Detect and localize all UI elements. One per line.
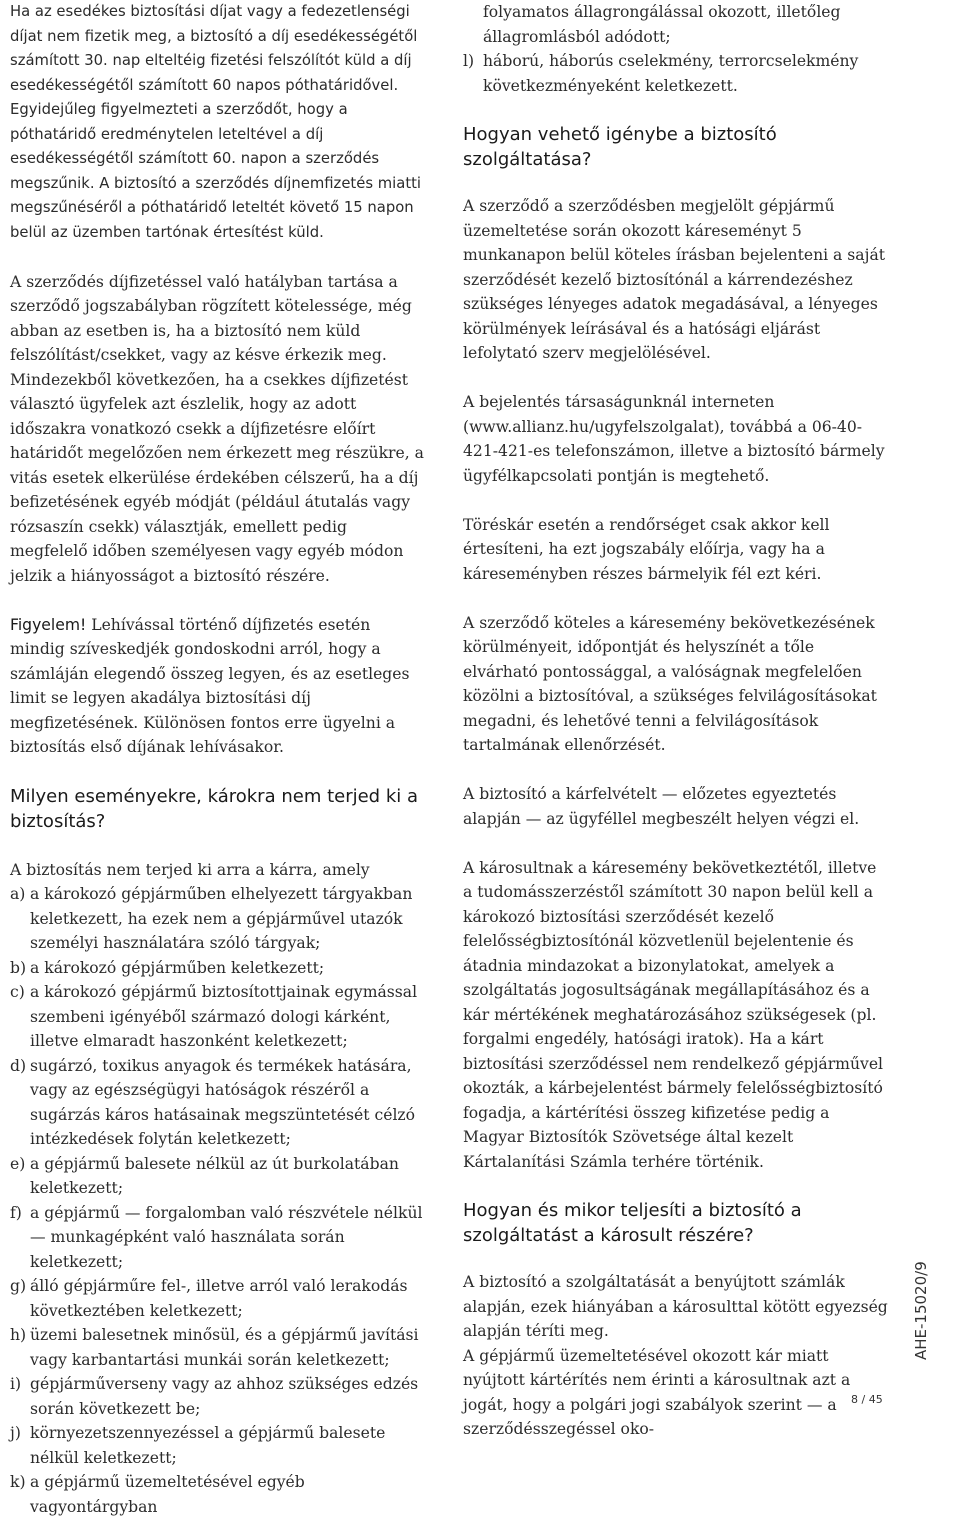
list-item-text: háború, háborús cselekmény, terrorcselekmény következményeként keletkezett.	[483, 52, 859, 95]
list-item	[10, 1152, 424, 1201]
list-item-text: álló gépjárműre fel-, illetve arról való lerakodás következtében keletkezett;	[30, 1277, 408, 1320]
list-item	[10, 1054, 424, 1152]
attention-text: Lehívással történő díjfizetés esetén mindig szíveskedjék gondoskodni arról, hogy a számláján elegendő összeg legyen, és az esetleges limit se legyen akadálya biztosítási díj megfizetésének. Különösen fontos erre ügyelni a biztosítás első díjának lehívásakor.	[10, 615, 410, 756]
exclusion-list	[10, 882, 424, 1519]
paragraph-claim-report: A szerződő a szerződésben megjelölt gépjármű üzemeltetése során okozott káreseményt 5 munkanapon belül köteles írásban bejelenteni a saját szerződését kezelő biztosítónál a kárrendezéshez szükséges lényeges adatok megadásával, a lényeges körülmények leírásával és a hatósági eljárást lefolytató szerv megjelölésével.	[463, 197, 886, 362]
list-item-text: üzemi balesetnek minősül, és a gépjármű javítási vagy karbantartási munkái során keletkezett;	[30, 1326, 419, 1369]
list-item	[10, 1372, 424, 1421]
list-item	[10, 1421, 424, 1470]
list-intro: A biztosítás nem terjed ki arra a kárra, amely	[10, 860, 370, 879]
list-item	[10, 1274, 424, 1323]
list-marker: g)	[10, 1277, 27, 1295]
paragraph-claim-channels: A bejelentés társaságunknál interneten (www.allianz.hu/ugyfelszolgalat), továbbá a 06-40-421-421-es telefonszámon, illetve a biztosító bármely ügyfélkapcsolati pontján is megtehető.	[463, 393, 885, 485]
list-marker: l)	[463, 52, 475, 70]
exclusion-list-continued	[463, 0, 888, 98]
heading-claims: Hogyan vehető igénybe a biztosító szolgáltatása?	[463, 124, 777, 170]
list-item-text: a károkozó gépjárműben elhelyezett tárgyakban keletkezett, ha ezek nem a gépjárművel utazók személyi használatára szóló tárgyak;	[30, 885, 413, 952]
heading-exclusions: Milyen eseményekre, károkra nem terjed ki a biztosítás?	[10, 785, 419, 832]
paragraph-glass-damage: Töréskár esetén a rendőrséget csak akkor kell értesíteni, ha ezt jogszabály előírja, vagy ha a káreseményben részes bármelyik fél ezt kéri.	[463, 515, 830, 583]
list-item-text: gépjárműverseny vagy az ahhoz szükséges edzés során következett be;	[30, 1375, 419, 1418]
list-item-text: a károkozó gépjármű biztosítottjainak egymással szembeni igényéből származó dologi kárként, illetve elmaradt haszonként keletkezett;	[30, 983, 418, 1050]
list-item	[463, 49, 888, 98]
list-item	[10, 1323, 424, 1372]
attention-label: Figyelem!	[10, 615, 87, 634]
list-marker: h)	[10, 1326, 27, 1344]
paragraph-payment-obligation: A szerződés díjfizetéssel való hatályban tartása a szerződő jogszabályban rögzített kötelessége, még abban az esetben is, ha a biztosító nem küld felszólítást/csekket, vagy az késve érkezik meg. Mindezekből következően, ha a csekkes díjfizetést választó ügyfelek azt észlelik, hogy az adott időszakra vonatkozó csekk a díjfizetésre előírt határidőt megelőzően nem érkezett meg részükre, a vitás esetek elkerülése érdekében célszerű, ha a díj befizetésének egyéb módját (például átutalás vagy rózsaszín csekk) választják, emellett pedig megfelelő időben személyesen vagy egyéb módon jelzik a hiányosságot a biztosító részére.	[10, 272, 424, 585]
list-item	[10, 980, 424, 1054]
list-item	[10, 956, 424, 981]
paragraph-settlement-basis: A biztosító a szolgáltatását a benyújtott számlák alapján, ezek hiányában a károsulttal kötött egyezség alapján téríti meg.	[463, 1273, 888, 1340]
list-item	[10, 1201, 424, 1275]
list-marker: k)	[10, 1473, 26, 1491]
list-marker: a)	[10, 885, 26, 903]
list-item	[10, 1470, 424, 1519]
list-marker: i)	[10, 1375, 22, 1393]
heading-settlement: Hogyan és mikor teljesíti a biztosító a szolgáltatást a károsult részére?	[463, 1200, 802, 1246]
paragraph-cooperation: A szerződő köteles a káresemény bekövetkezésének körülményeit, időpontját és helyszínét a tőle elvárható pontossággal, a valóságnak megfelelően közölni a biztosítóval, a szükséges felvilágosításokat megadni, és lehetővé tenni a felvilágosítások tartalmának ellenőrzését.	[463, 613, 877, 754]
list-marker: f)	[10, 1203, 22, 1222]
paragraph-payment-reminder: Ha az esedékes biztosítási díjat vagy a fedezetlenségi díjat nem fizetik meg, a biztosító a díj esedékességétől számított 30. nap elteltéig fizetési felszólítót küld a díj esedékességétől számított 60 napos póthatáridővel. Egyidejűleg figyelmezteti a szerződőt, hogy a póthatáridő eredménytelen leteltével a díj esedékességétől számított 60. napon a szerződés megszűnik. A biztosító a szerződés díjnemfizetés miatti megszűnéséről a póthatáridő leteltét követő 15 napon belül az üzemben tartónak értesítést küld.	[10, 3, 422, 241]
list-item	[10, 882, 424, 956]
list-item-text: környezetszennyezéssel a gépjármű balesete nélkül keletkezett;	[30, 1424, 386, 1467]
document-code: AHE-15020/9	[912, 1261, 930, 1360]
list-item-text: a gépjármű balesete nélkül az út burkolatában keletkezett;	[30, 1154, 399, 1197]
list-marker: b)	[10, 958, 27, 977]
left-column	[10, 0, 424, 1519]
list-item-text: a károkozó gépjárműben keletkezett;	[30, 958, 325, 977]
list-marker: c)	[10, 983, 25, 1001]
paragraph-attention	[10, 613, 424, 760]
paragraph-assessment: A biztosító a kárfelvételt — előzetes egyeztetés alapján — az ügyféllel megbeszélt helyen végzi el.	[463, 785, 860, 828]
paragraph-victim-report: A károsultnak a káresemény bekövetkeztétől, illetve a tudomásszerzéstől számított 30 napon belül kell a károkozó biztosítási szerződését kezelő felelősségbiztosítónál közvetlenül bejelentenie és átadnia mindazokat a bizonylatokat, amelyek a szolgáltatás jogosultságának megállapításához és a kár mértékének meghatározásához szükségesek (pl. forgalmi engedély, hatósági iratok). Ha a kárt biztosítási szerződéssel nem rendelkező gépjárművel okozták, a kárbejelentést bármely felelősségbiztosító fogadja, a kártérítési összeg kifizetése pedig a Magyar Biztosítók Szövetsége által kezelt Kártalanítási Számla terhére történik.	[463, 858, 884, 1171]
paragraph-settlement-rights: A gépjármű üzemeltetésével okozott kár miatt nyújtott kártérítés nem érinti a károsultnak azt a jogát, hogy a polgári jogi szabályok szerint — a szerződésszegéssel oko-	[463, 1346, 851, 1438]
list-marker: e)	[10, 1154, 26, 1173]
list-marker: d)	[10, 1056, 27, 1075]
right-column	[463, 0, 888, 1442]
list-item-continuation	[463, 0, 888, 49]
list-marker: j)	[10, 1424, 21, 1442]
list-item-text: a gépjármű üzemeltetésével egyéb vagyontárgyban	[30, 1473, 305, 1516]
page-number: 8 / 45	[851, 1393, 883, 1406]
continuation-text: folyamatos állagrongálással okozott, illetőleg állagromlásból adódott;	[483, 3, 841, 46]
list-item-text: sugárzó, toxikus anyagok és termékek hatására, vagy az egészségügyi hatóságok részéről a sugárzás káros hatásainak megszüntetését célzó intézkedések folytán keletkezett;	[30, 1056, 416, 1148]
list-item-text: a gépjármű — forgalomban való részvétele nélkül — munkagépként való használata során keletkezett;	[30, 1203, 423, 1271]
